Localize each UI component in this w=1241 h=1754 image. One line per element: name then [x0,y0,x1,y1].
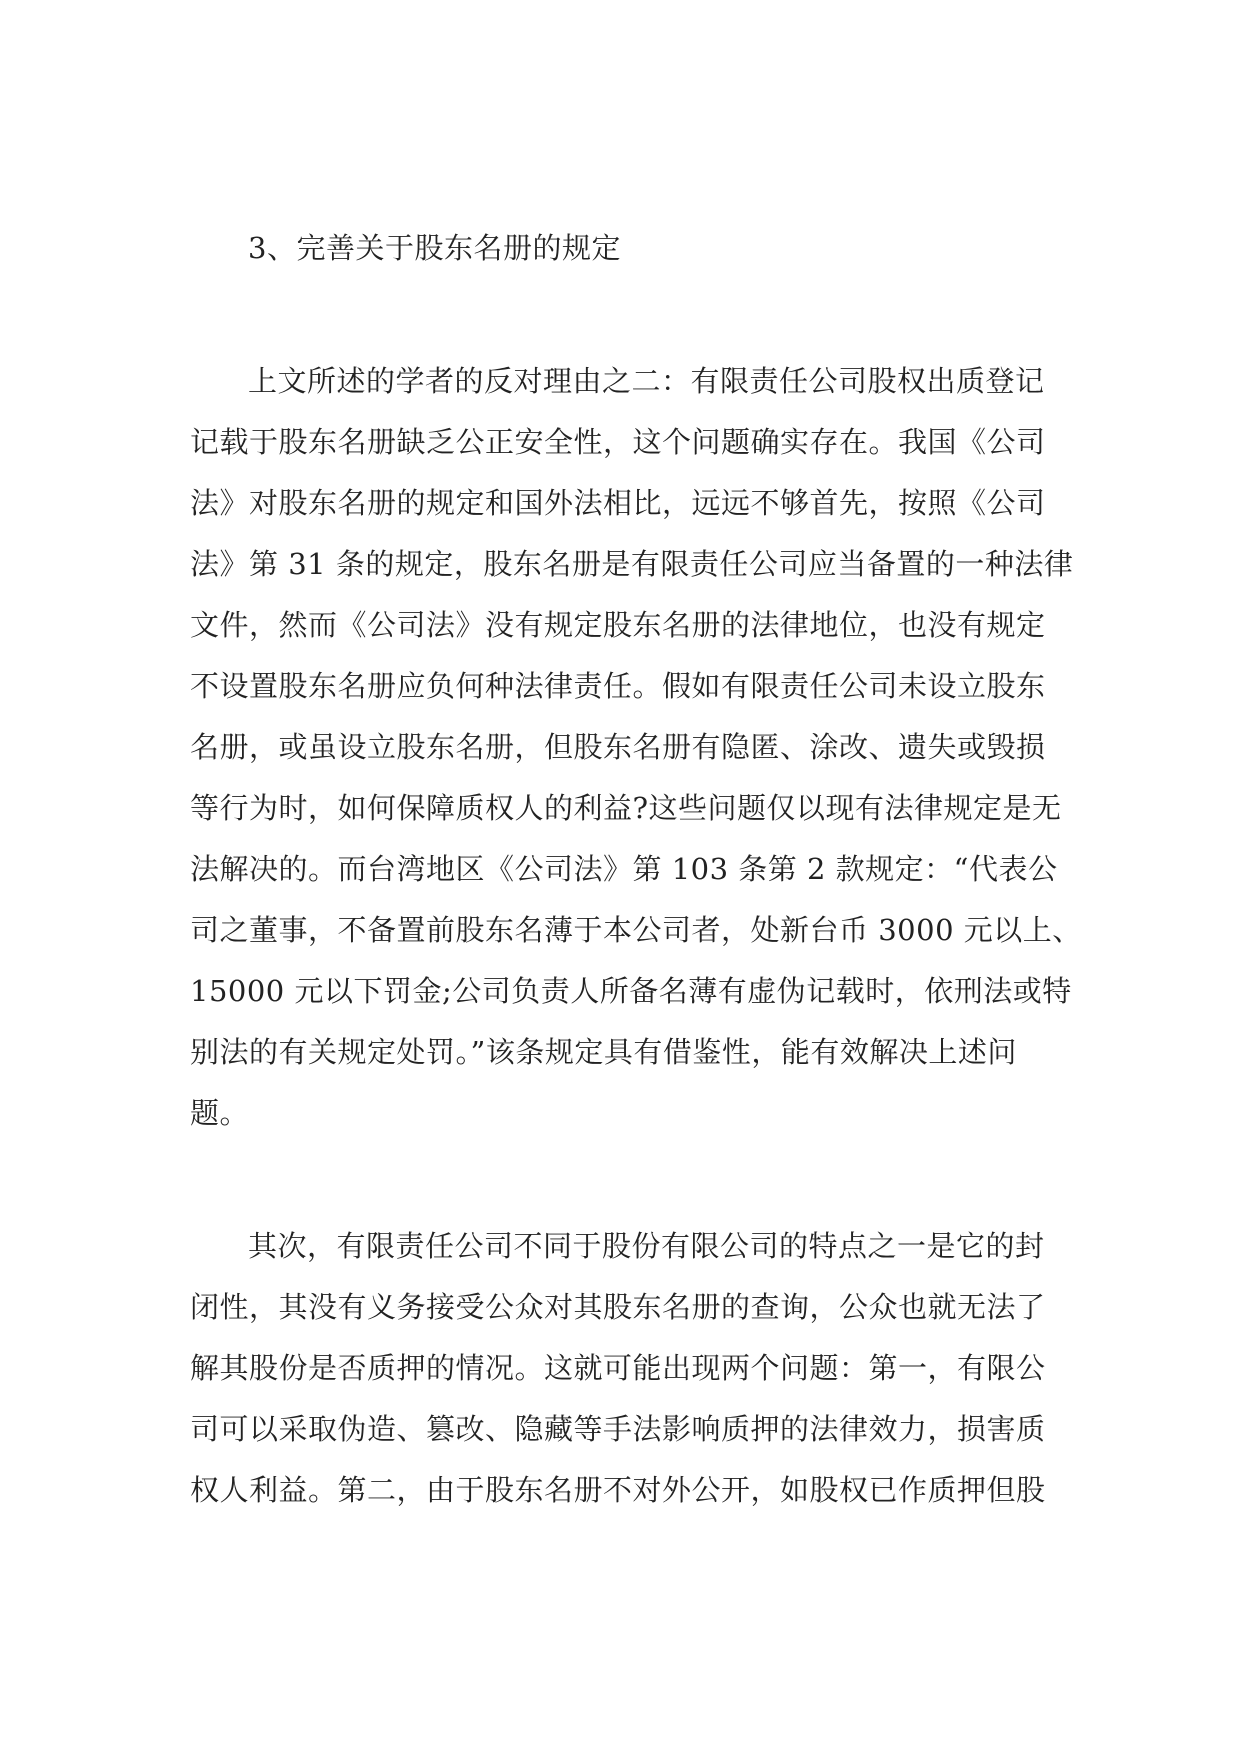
paragraph-line: 法》第 31 条的规定，股东名册是有限责任公司应当备置的一种法律 [190,547,1074,581]
paragraph-line: 等行为时，如何保障质权人的利益?这些问题仅以现有法律规定是无 [190,791,1062,825]
paragraph-line: 其次，有限责任公司不同于股份有限公司的特点之一是它的封 [248,1229,1045,1263]
paragraph-line: 权人利益。第二，由于股东名册不对外公开，如股权已作质押但股 [190,1473,1046,1507]
paragraph-line: 法解决的。而台湾地区《公司法》第 103 条第 2 款规定：“代表公 [190,852,1058,886]
paragraph-line: 闭性，其没有义务接受公众对其股东名册的查询，公众也就无法了 [190,1290,1046,1324]
paragraph-line: 名册，或虽设立股东名册，但股东名册有隐匿、涂改、遗失或毁损 [190,730,1046,764]
paragraph-line: 题。 [190,1096,250,1130]
paragraph-line: 法》对股东名册的规定和国外法相比，远远不够首先，按照《公司 [190,486,1046,520]
section-heading: 3、完善关于股东名册的规定 [248,231,621,265]
paragraph-line: 解其股份是否质押的情况。这就可能出现两个问题：第一，有限公 [190,1351,1046,1385]
paragraph-line: 司之董事，不备置前股东名薄于本公司者，处新台币 3000 元以上、 [190,913,1082,947]
paragraph-line: 记载于股东名册缺乏公正安全性，这个问题确实存在。我国《公司 [190,425,1046,459]
paragraph-line: 别法的有关规定处罚。”该条规定具有借鉴性，能有效解决上述问 [190,1035,1017,1069]
paragraph-line: 不设置股东名册应负何种法律责任。假如有限责任公司未设立股东 [190,669,1046,703]
paragraph-line: 司可以采取伪造、篡改、隐藏等手法影响质押的法律效力，损害质 [190,1412,1046,1446]
paragraph-line: 文件，然而《公司法》没有规定股东名册的法律地位，也没有规定 [190,608,1046,642]
paragraph-line: 15000 元以下罚金;公司负责人所备名薄有虚伪记载时，依刑法或特 [190,974,1072,1008]
paragraph-line: 上文所述的学者的反对理由之二：有限责任公司股权出质登记 [248,364,1045,398]
